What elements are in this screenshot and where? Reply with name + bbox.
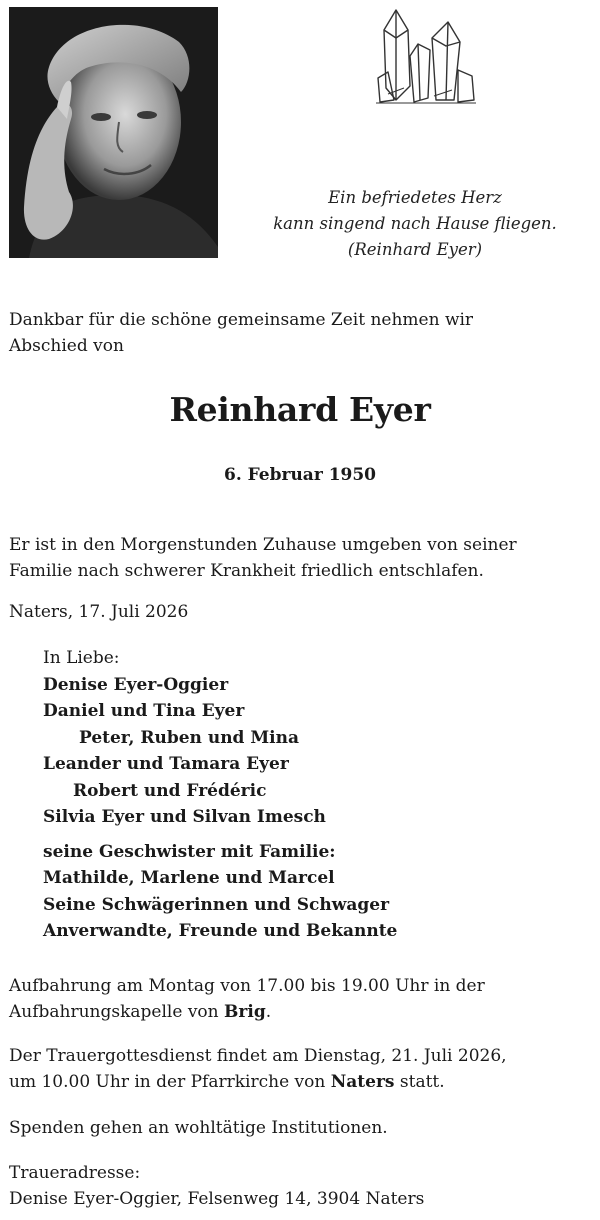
service-text: um 10.00 Uhr in der Pfarrkirche von xyxy=(9,1072,331,1092)
family-member: Daniel und Tina Eyer xyxy=(43,701,245,721)
relatives-line: Seine Schwägerinnen und Schwager xyxy=(43,894,390,915)
mourning-address xyxy=(9,1160,424,1212)
quote-line: Ein befriedetes Herz xyxy=(328,188,502,207)
intro-line: Abschied von xyxy=(9,336,124,356)
quote-line: kann singend nach Hause fliegen. xyxy=(273,214,557,233)
passing-text xyxy=(9,532,517,584)
quote xyxy=(250,185,580,263)
relatives-line: seine Geschwister mit Familie: xyxy=(43,841,336,862)
family-member: Silvia Eyer und Silvan Imesch xyxy=(43,807,326,827)
crystal-ornament xyxy=(374,8,478,108)
family-list xyxy=(43,645,397,945)
quote-author: (Reinhard Eyer) xyxy=(347,240,483,259)
family-member: Peter, Ruben und Mina xyxy=(79,727,300,748)
portrait-icon xyxy=(9,7,218,258)
viewing-line xyxy=(9,999,485,1025)
service-text: statt. xyxy=(394,1072,445,1092)
service-line xyxy=(9,1069,507,1095)
viewing-info xyxy=(9,973,485,1025)
address-value: Denise Eyer-Oggier, Felsenweg 14, 3904 Naters xyxy=(9,1189,425,1209)
donations-text: Spenden gehen an wohltätige Institutionen. xyxy=(9,1118,388,1138)
passing-line: Er ist in den Morgenstunden Zuhause umgeben von seiner xyxy=(9,535,517,555)
deceased-name: Reinhard Eyer xyxy=(169,390,431,429)
birth-date: 6. Februar 1950 xyxy=(223,465,377,485)
viewing-text: Aufbahrungskapelle von xyxy=(9,1002,225,1022)
relatives-line: Mathilde, Marlene und Marcel xyxy=(43,868,335,888)
service-line: Der Trauergottesdienst findet am Dienstag, 21. Juli 2026, xyxy=(9,1046,507,1066)
family-member: Denise Eyer-Oggier xyxy=(43,674,229,695)
in-love-label: In Liebe: xyxy=(43,648,120,668)
family-member: Leander und Tamara Eyer xyxy=(43,754,289,774)
place-date: Naters, 17. Juli 2026 xyxy=(9,602,189,622)
relatives-line: Anverwandte, Freunde und Bekannte xyxy=(43,921,398,941)
passing-line: Familie nach schwerer Krankheit friedlich entschlafen. xyxy=(9,561,484,581)
portrait-photo xyxy=(9,7,218,258)
crystal-cluster-icon xyxy=(374,8,478,108)
viewing-text: . xyxy=(265,1002,272,1022)
viewing-place: Brig xyxy=(224,1002,266,1022)
viewing-line: Aufbahrung am Montag von 17.00 bis 19.00 Uhr in der xyxy=(9,976,485,996)
address-label: Traueradresse: xyxy=(9,1163,141,1183)
family-member: Robert und Frédéric xyxy=(73,780,267,801)
intro-line: Dankbar für die schöne gemeinsame Zeit nehmen wir xyxy=(9,310,474,330)
intro-text xyxy=(9,307,473,359)
service-info xyxy=(9,1043,507,1095)
service-place: Naters xyxy=(330,1072,395,1092)
